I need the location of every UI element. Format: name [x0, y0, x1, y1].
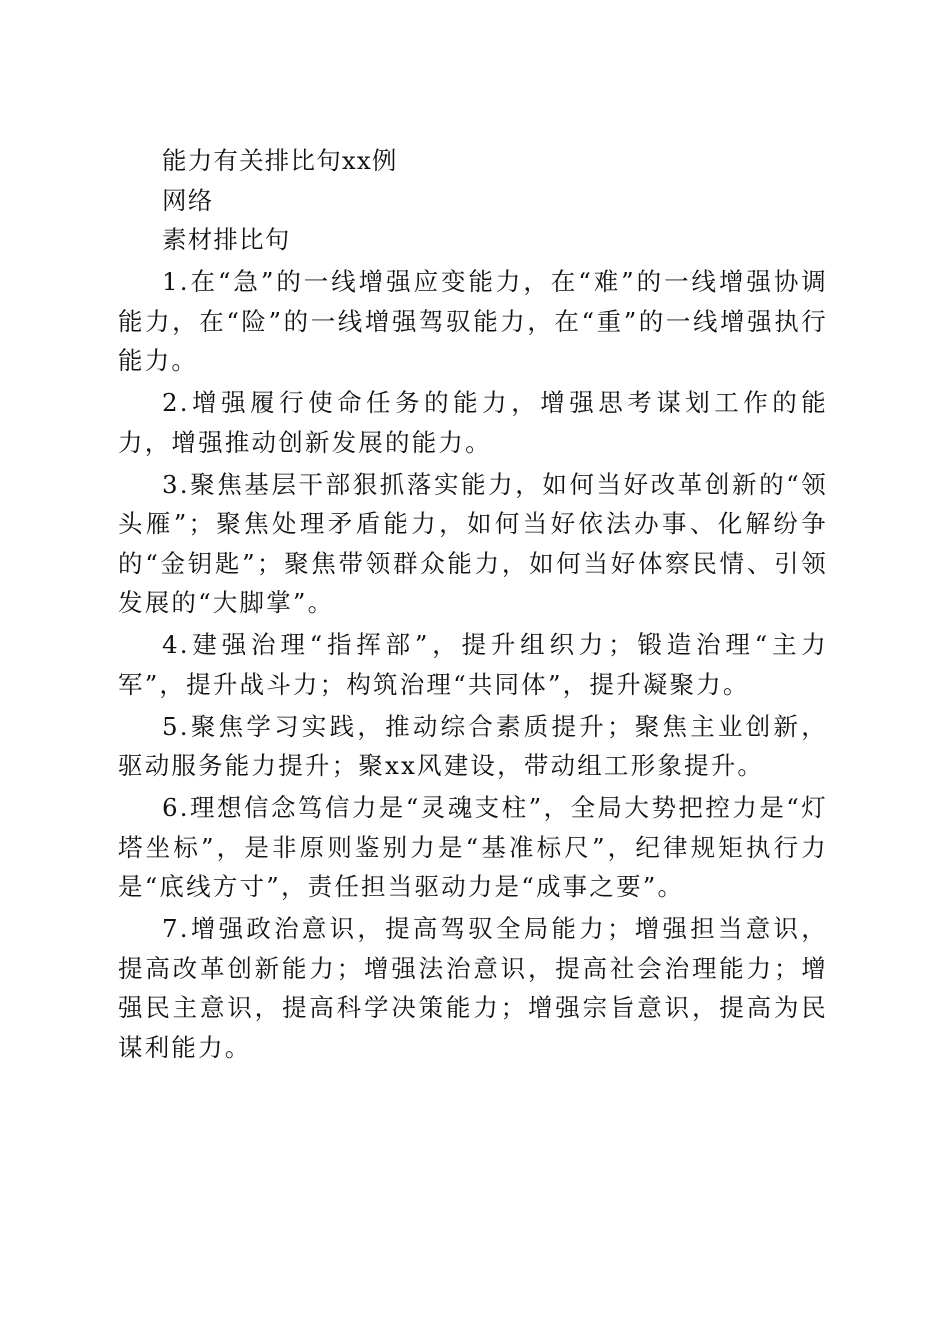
paragraph-item-4: 4.建强治理“指挥部”，提升组织力；锻造治理“主力军”，提升战斗力；构筑治理“共同体”，提升凝聚力。: [118, 630, 828, 699]
paragraph-item-7: 7.增强政治意识，提高驾驭全局能力；增强担当意识，提高改革创新能力；增强法治意识，提高社会治理能力；增强民主意识，提高科学决策能力；增强宗旨意识，提高为民谋利能力。: [118, 914, 828, 1062]
document-title: 能力有关排比句xx例: [162, 146, 398, 175]
document-source: 网络: [162, 185, 214, 215]
paragraph-item-1: 1.在“急”的一线增强应变能力，在“难”的一线增强协调能力，在“险”的一线增强驾驭能力，在“重”的一线增强执行能力。: [118, 267, 828, 375]
paragraph-item-2: 2.增强履行使命任务的能力，增强思考谋划工作的能力，增强推动创新发展的能力。: [118, 388, 828, 457]
paragraph-item-5: 5.聚焦学习实践，推动综合素质提升；聚焦主业创新，驱动服务能力提升；聚xx风建设，带动组工形象提升。: [118, 711, 828, 780]
paragraph-item-3: 3.聚焦基层干部狠抓落实能力，如何当好改革创新的“领头雁”；聚焦处理矛盾能力，如何当好依法办事、化解纷争的“金钥匙”；聚焦带领群众能力，如何当好体察民情、引领发展的“大脚掌”。: [118, 469, 828, 617]
paragraph-item-6: 6.理想信念笃信力是“灵魂支柱”，全局大势把控力是“灯塔坐标”，是非原则鉴别力是“基准标尺”，纪律规矩执行力是“底线方寸”，责任担当驱动力是“成事之要”。: [118, 793, 828, 901]
document-category: 素材排比句: [162, 225, 291, 254]
document-body: [118, 141, 828, 1067]
